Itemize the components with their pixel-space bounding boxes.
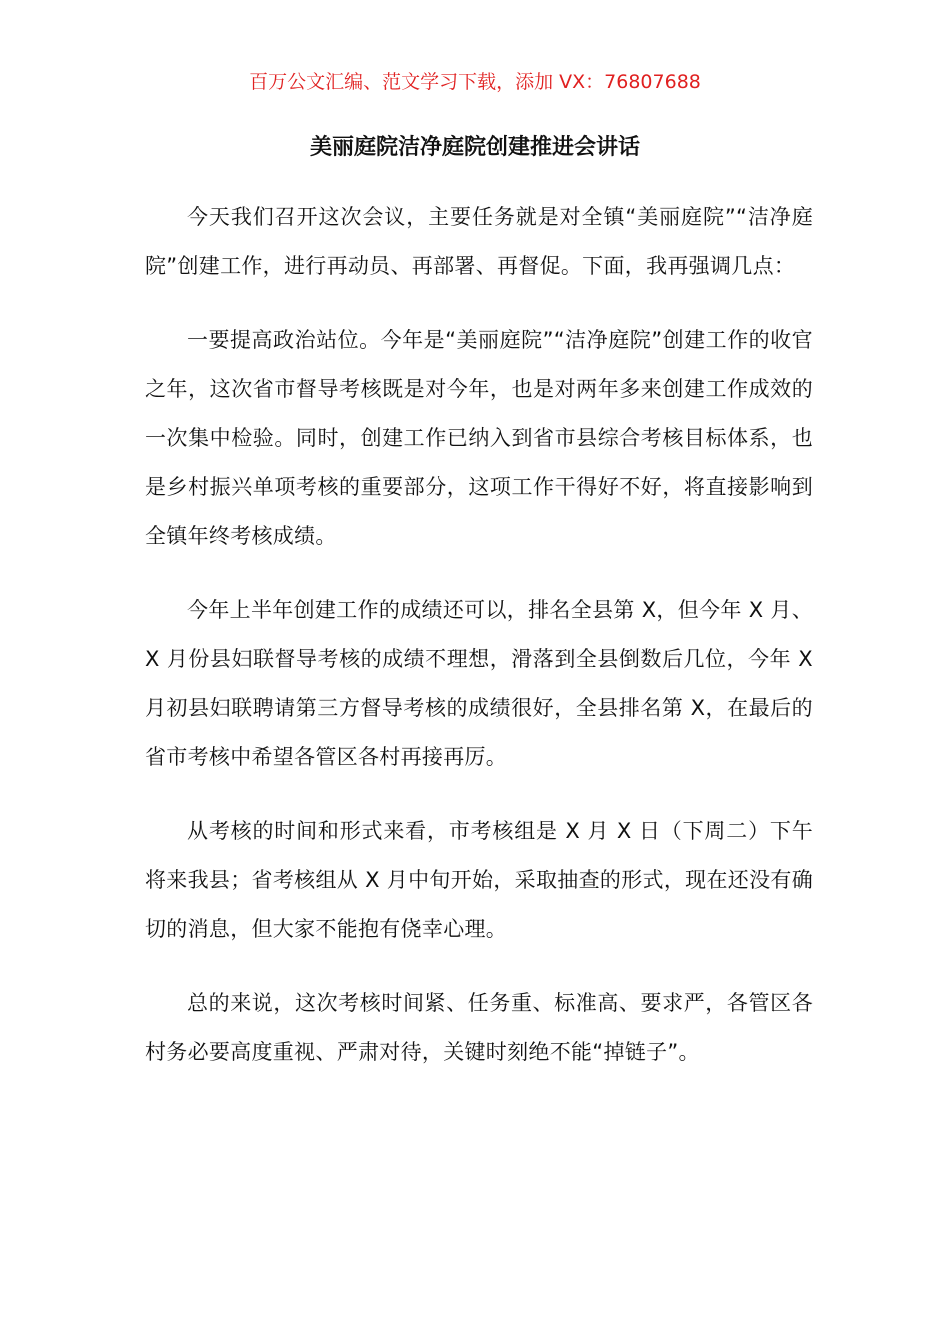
- paragraph-2: 一要提高政治站位。今年是“美丽庭院”“洁净庭院”创建工作的收官之年，这次省市督导考核既是对今年，也是对两年多来创建工作成效的一次集中检验。同时，创建工作已纳入到省市县综合考核目标体系，也是乡村振兴单项考核的重要部分，这项工作干得好不好，将直接影响到全镇年终考核成绩。: [145, 328, 813, 548]
- paragraph-5: 总的来说，这次考核时间紧、任务重、标准高、要求严，各管区各村务必要高度重视、严肃对待，关键时刻绝不能“掉链子”。: [145, 991, 813, 1064]
- document-title: 美丽庭院洁净庭院创建推进会讲话: [309, 135, 640, 160]
- header-note: 百万公文汇编、范文学习下载，添加 VX：76807688: [249, 71, 701, 93]
- paragraph-4: 从考核的时间和形式来看，市考核组是 X 月 X 日（下周二）下午将来我县；省考核组从 X 月中旬开始，采取抽查的形式，现在还没有确切的消息，但大家不能抱有侥幸心理。: [145, 819, 813, 941]
- paragraph-1: 今天我们召开这次会议，主要任务就是对全镇“美丽庭院”“洁净庭院”创建工作，进行再动员、再部署、再督促。下面，我再强调几点：: [145, 205, 813, 278]
- document-body: [145, 193, 813, 1102]
- paragraph-3: 今年上半年创建工作的成绩还可以，排名全县第 X，但今年 X 月、X 月份县妇联督导考核的成绩不理想，滑落到全县倒数后几位，今年 X 月初县妇联聘请第三方督导考核的成绩很好，全县排名第 X，在最后的省市考核中希望各管区各村再接再厉。: [145, 598, 813, 769]
